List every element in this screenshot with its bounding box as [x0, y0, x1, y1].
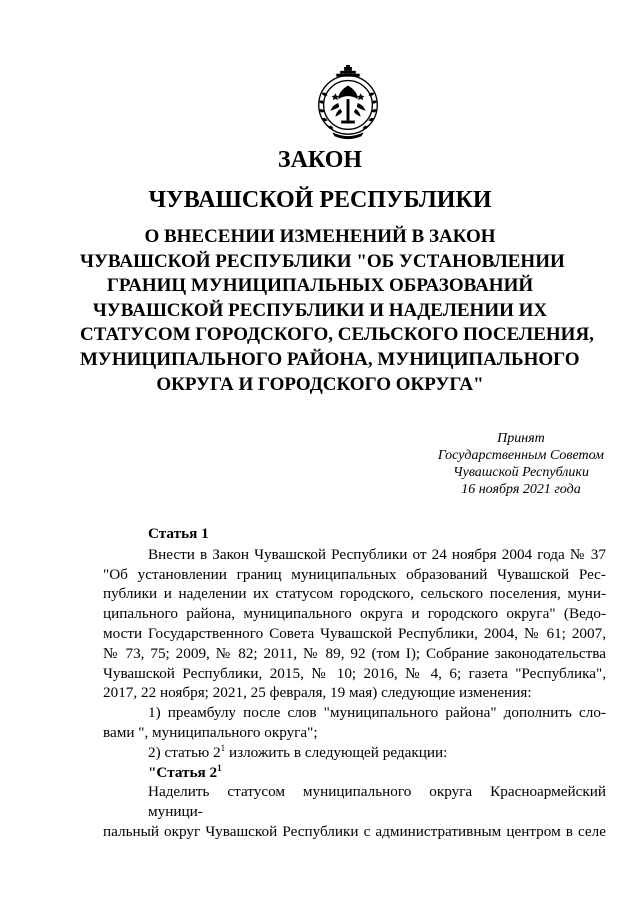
body-line: № 73, 75; 2009, № 82; 2011, № 89, 92 (том I); Собрание законодательства: [103, 644, 606, 662]
adoption-line: Чувашской Республики: [452, 465, 589, 480]
body-line: публики и наделении их статусом городского, сельского поселения, муни-: [103, 585, 606, 603]
heading-line: ОКРУГА И ГОРОДСКОГО ОКРУГА": [156, 373, 484, 395]
republic-title: ЧУВАШСКОЙ РЕСПУБЛИКИ: [148, 187, 492, 213]
body-line: Наделить статусом муниципального округа Красноармейский муници-: [148, 783, 606, 821]
heading-line: МУНИЦИПАЛЬНОГО РАЙОНА, МУНИЦИПАЛЬНОГО: [80, 348, 580, 370]
body-line: [103, 743, 606, 763]
body-line: вами ", муниципального округа";: [103, 723, 318, 741]
article-body: [103, 524, 606, 842]
item2-suffix: изложить в следующей редакции:: [225, 743, 448, 761]
body-line: 2017, 22 ноября; 2021, 25 февраля, 19 мая) следующие изменения:: [103, 684, 532, 702]
body-line: ципального района, муниципального округа и городского округа" (Ведо-: [103, 605, 606, 623]
chuvash-emblem-icon: [309, 64, 387, 142]
adoption-date: 16 ноября 2021 года: [461, 482, 581, 497]
heading-line: ЧУВАШСКОЙ РЕСПУБЛИКИ И НАДЕЛЕНИИ ИХ: [92, 299, 548, 321]
body-line: пальный округ Чувашской Республики с административным центром в селе: [103, 822, 606, 840]
body-line: Внести в Закон Чувашской Республики от 24 ноября 2004 года № 37: [148, 545, 606, 563]
adoption-line: Принят: [497, 431, 545, 446]
body-line: Чувашской Республики, 2015, № 10; 2016, № 4, 6; газета "Республика",: [103, 664, 606, 682]
heading-line: ГРАНИЦ МУНИЦИПАЛЬНЫХ ОБРАЗОВАНИЙ: [106, 275, 534, 297]
quoted-article-title: [103, 763, 606, 783]
heading-line: ЧУВАШСКОЙ РЕСПУБЛИКИ "ОБ УСТАНОВЛЕНИИ: [80, 250, 565, 272]
body-line: мости Государственного Совета Чувашской Республики, 2004, № 61; 2007,: [103, 624, 606, 642]
heading-line: О ВНЕСЕНИИ ИЗМЕНЕНИЙ В ЗАКОН: [144, 226, 496, 247]
item2-superscript: 1: [220, 742, 226, 753]
body-line: "Об установлении границ муниципальных образований Чувашской Рес-: [103, 565, 606, 583]
adoption-line: Государственным Советом: [437, 448, 604, 463]
adoption-note: [438, 430, 604, 498]
law-heading: [80, 225, 594, 397]
quoted-article-superscript: 1: [217, 762, 222, 773]
law-title: ЗАКОН: [277, 147, 363, 173]
item2-prefix: 2) статью 2: [148, 743, 221, 761]
quoted-article-prefix: "Статья 2: [148, 763, 218, 781]
article-title: Статья 1: [148, 525, 209, 542]
heading-line: СТАТУСОМ ГОРОДСКОГО, СЕЛЬСКОГО ПОСЕЛЕНИЯ,: [80, 324, 594, 346]
body-line: 1) преамбулу после слов "муниципального района" дополнить сло-: [148, 704, 606, 722]
